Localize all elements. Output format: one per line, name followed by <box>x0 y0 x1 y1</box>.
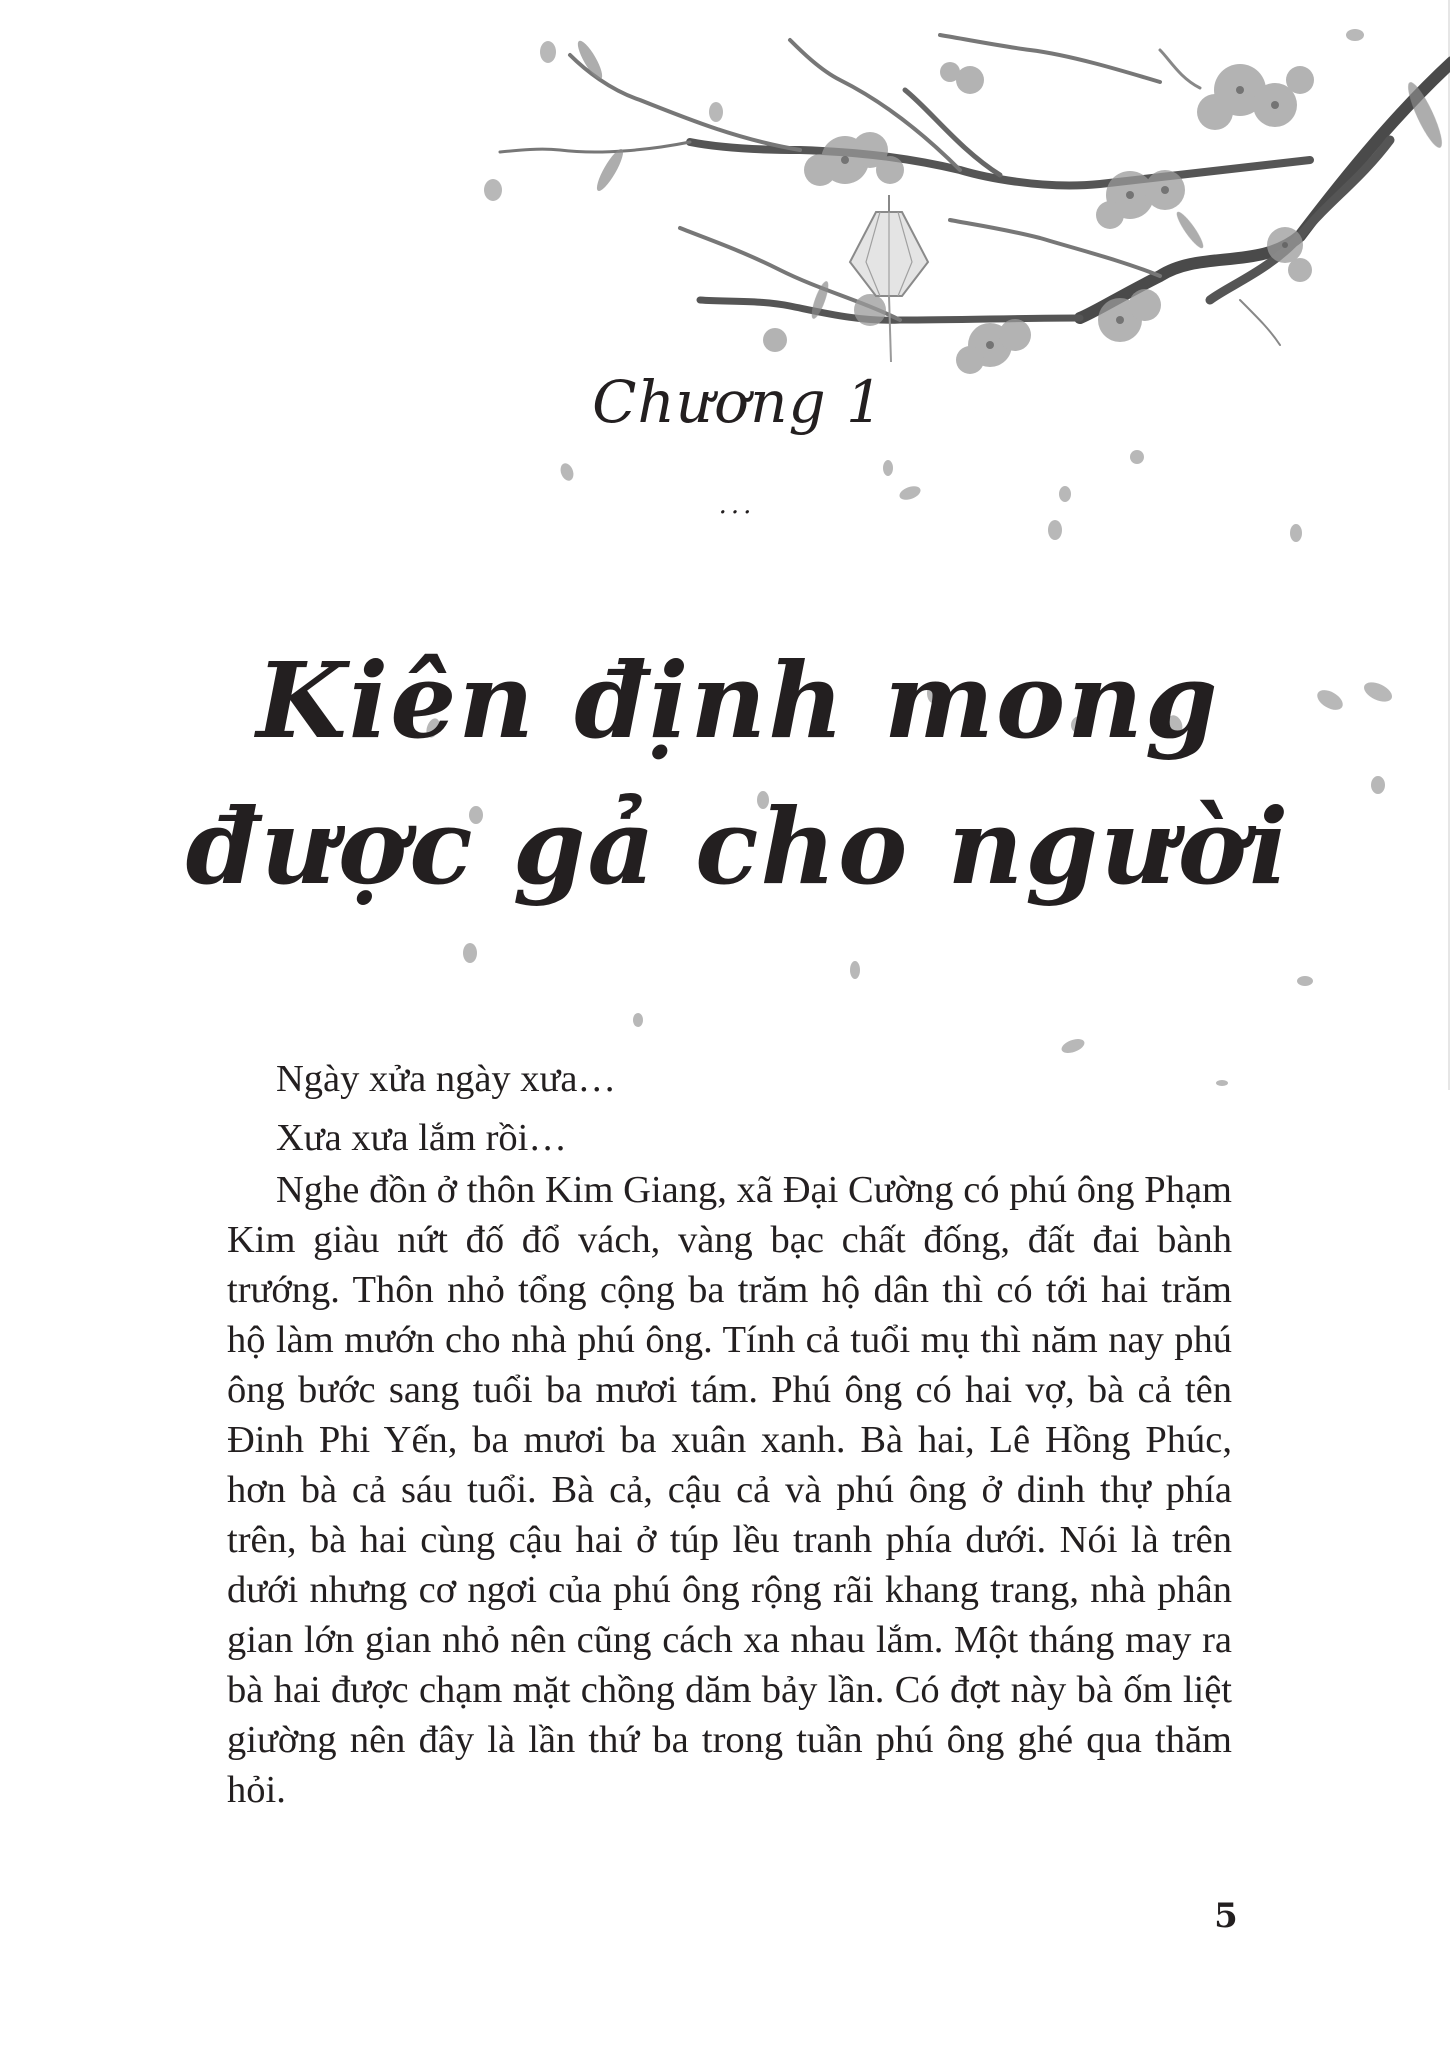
page-number: 5 <box>1214 1896 1238 1936</box>
paragraph: Nghe đồn ở thôn Kim Giang, xã Đại Cường có phú ông Phạm Kim giàu nứt đố đổ vách, vàng bạc chất đống, đất đai bành trướng. Thôn nhỏ tổng cộng ba trăm hộ dân thì có tới hai trăm hộ làm mướn cho nhà phú ông. Tính cả tuổi mụ thì năm nay phú ông bước sang tuổi ba mươi tám. Phú ông có hai vợ, bà cả tên Đinh Phi Yến, ba mươi ba xuân xanh. Bà hai, Lê Hồng Phúc, hơn bà cả sáu tuổi. Bà cả, cậu cả và phú ông ở dinh thự phía trên, bà hai cùng cậu hai ở túp lều tranh phía dưới. Nói là trên dưới nhưng cơ ngơi của phú ông rộng rãi khang trang, nhà phân gian lớn gian nhỏ nên cũng cách xa nhau lắm. Một tháng may ra bà hai được chạm mặt chồng dăm bảy lần. Có đợt này bà ốm liệt giường nên đây là lần thứ ba trong tuần phú ông ghé qua thăm hỏi. <box>227 1169 1232 1811</box>
chapter-title-line-2: được gả cho người <box>185 785 1291 908</box>
lantern-icon <box>850 195 928 362</box>
blossom-cluster-icon <box>763 62 1314 374</box>
chapter-title-line-1: Kiên định mong <box>256 639 1220 762</box>
chapter-label: Chương 1 <box>592 368 884 436</box>
chapter-body <box>227 1054 1232 1815</box>
paragraph: Xưa xưa lắm rồi… <box>276 1117 567 1159</box>
petal-icon <box>424 29 1395 1086</box>
paragraph: Ngày xửa ngày xưa… <box>276 1058 617 1100</box>
chapter-separator: ... <box>718 490 756 520</box>
